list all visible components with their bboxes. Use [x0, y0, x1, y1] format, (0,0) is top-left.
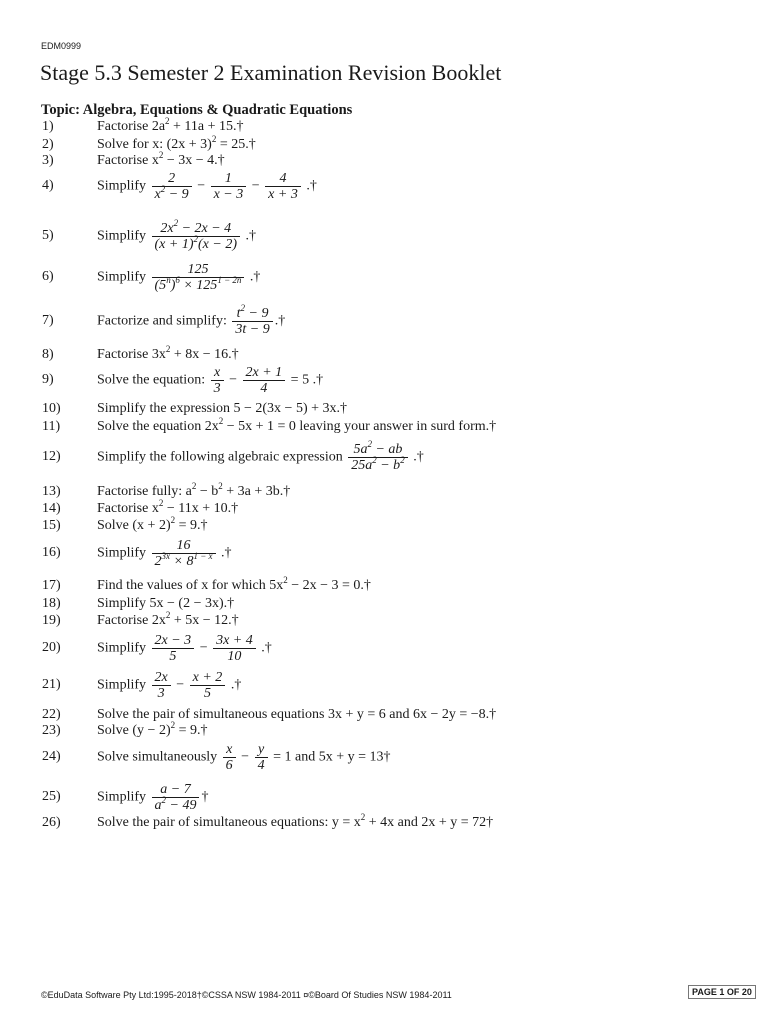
question-number: 25)	[42, 789, 61, 804]
question-number: 7)	[42, 313, 54, 328]
question-text: Simplify $\frac{125}{(5^n)^6 \times 125^{1 - 2n}}$ .†	[97, 261, 261, 293]
question-number: 6)	[42, 269, 54, 284]
footer-copyright: ©EduData Software Pty Ltd:1995-2018†©CSSA NSW 1984-2011 ¤©Board Of Studies NSW 1984-2011	[41, 990, 452, 1000]
question-text: Simplify the following algebraic expression $\frac{5a^2 - ab}{25a^2 - b^2}$ .†	[97, 438, 424, 473]
question-text: Simplify 5x − (2 − 3x).†	[97, 596, 235, 611]
question-number: 4)	[42, 178, 54, 193]
question-text: Factorise $x^2 - 3x$ − 4.†	[97, 150, 225, 168]
question-text: Simplify $\frac{2x}{3}$ − $\frac{x + 2}{5}$ .†	[97, 669, 242, 701]
question-text: Simplify $\frac{2x^2 - 2x - 4}{(x + 1)^2(x - 2)}$ .†	[97, 217, 257, 252]
page-title: Stage 5.3 Semester 2 Examination Revision Booklet	[40, 60, 502, 85]
question-number: 2)	[42, 137, 54, 152]
question-number: 26)	[42, 815, 61, 830]
topic-heading: Topic: Algebra, Equations & Quadratic Equations	[41, 102, 353, 118]
question-number: 15)	[42, 518, 61, 533]
document-code: EDM0999	[41, 41, 82, 51]
page-number-badge: PAGE 1 OF 20	[688, 985, 756, 999]
question-text: Simplify $\frac{a - 7}{a^2 - 49}$ †	[97, 781, 209, 813]
question-text: Solve the equation: $\frac{x}{3}$ − $\frac{2x + 1}{4}$ = 5 .†	[97, 364, 324, 396]
question-text: Solve simultaneously $\frac{x}{6}$ − $\frac{y}{4}$ = 1 and 5x + y = 13†	[97, 741, 391, 773]
question-number: 11)	[42, 419, 61, 434]
question-number: 19)	[42, 613, 61, 628]
question-text: Factorise $x^2 - 11x$ + 10.†	[97, 498, 239, 516]
question-number: 14)	[42, 501, 61, 516]
question-number: 10)	[42, 401, 61, 416]
question-number: 9)	[42, 372, 54, 387]
question-text: Solve the equation $2x^2 - 5x + 1 = 0$ leaving your answer in surd form.†	[97, 416, 497, 434]
question-number: 12)	[42, 449, 61, 464]
question-text: Solve for x: $(2x + 3)^2$ = 25.†	[97, 134, 256, 152]
question-text: Factorise $2x^2 + 5x$ − 12.†	[97, 610, 239, 628]
question-number: 23)	[42, 723, 61, 738]
question-text: Factorise fully: $a^2 - b^2 + 3a$ + 3b.†	[97, 481, 291, 499]
question-text: Factorise $3x^2 + 8x$ − 16.†	[97, 344, 239, 362]
question-text: Solve the pair of simultaneous equations: $y = x^2 + 4x$ and 2x + y = 72†	[97, 812, 494, 830]
question-text: Factorise $2a^2 + 11a$ + 15.†	[97, 116, 244, 134]
question-text: Solve $(x + 2)^2$ = 9.†	[97, 515, 208, 533]
question-text: Solve $(y - 2)^2$ = 9.†	[97, 720, 208, 738]
question-number: 21)	[42, 677, 61, 692]
question-number: 24)	[42, 749, 61, 764]
question-text: Simplify $\frac{16}{2^{3x} \times 8^{1 - x}}$ .†	[97, 537, 232, 569]
question-text: Factorize and simplify: $\frac{t^2 - 9}{3t - 9}$ .†	[97, 302, 286, 337]
question-number: 16)	[42, 545, 61, 560]
question-number: 13)	[42, 484, 61, 499]
question-number: 18)	[42, 596, 61, 611]
question-number: 8)	[42, 347, 54, 362]
question-number: 1)	[42, 119, 54, 134]
question-text: Simplify $\frac{2}{x^2 - 9}$ − $\frac{1}{x - 3}$ − $\frac{4}{x + 3}$ .†	[97, 170, 317, 202]
question-number: 3)	[42, 153, 54, 168]
question-text: Simplify the expression 5 − 2(3x − 5) + 3x.†	[97, 401, 347, 416]
question-number: 20)	[42, 640, 61, 655]
question-number: 22)	[42, 707, 61, 722]
question-number: 5)	[42, 228, 54, 243]
question-text: Find the values of x for which $5x^2 - 2x - 3$ = 0.†	[97, 575, 371, 593]
question-text: Simplify $\frac{2x - 3}{5}$ − $\frac{3x + 4}{10}$ .†	[97, 632, 272, 664]
question-number: 17)	[42, 578, 61, 593]
question-text: Solve the pair of simultaneous equations 3x + y = 6 and 6x − 2y = −8.†	[97, 707, 497, 722]
